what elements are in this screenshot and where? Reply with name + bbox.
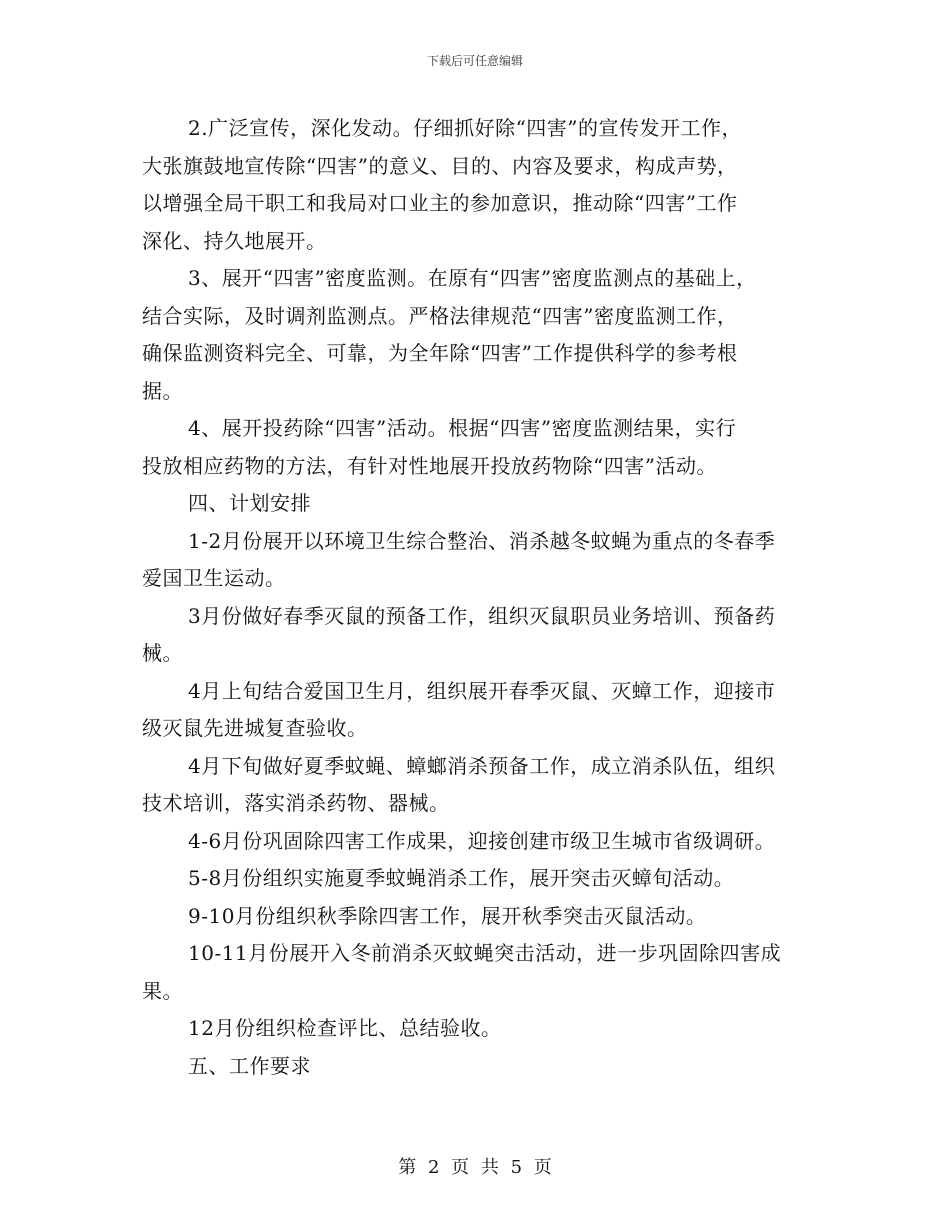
text-line: 投放相应药物的方法，有针对性地展开投放药物除“四害”活动。 bbox=[142, 453, 717, 478]
text-line: 级灭鼠先进城复查验收。 bbox=[142, 716, 368, 740]
text-line: 1-2月份展开以环境卫生综合整治、消杀越冬蚊蝇为重点的冬春季 bbox=[188, 528, 776, 553]
text-line: 3月份做好春季灭鼠的预备工作，组织灭鼠职员业务培训、预备药 bbox=[188, 603, 776, 628]
text-line: 4月上旬结合爱国卫生月，组织展开春季灭鼠、灭蟑工作，迎接市 bbox=[188, 678, 776, 703]
text-line: 9-10月份组织秋季除四害工作，展开秋季突击灭鼠活动。 bbox=[188, 903, 707, 928]
schedule-item-jan-feb bbox=[142, 523, 832, 598]
text-line: 结合实际，及时调剂监测点。严格法律规范“四害”密度监测工作， bbox=[142, 303, 738, 328]
text-line: 果。 bbox=[142, 978, 183, 1003]
schedule-item-dec bbox=[142, 1010, 832, 1048]
text-line: 大张旗鼓地宣传除“四害”的意义、目的、内容及要求，构成声势， bbox=[142, 153, 738, 178]
schedule-item-apr-jun bbox=[142, 823, 832, 861]
schedule-item-apr-late bbox=[142, 748, 832, 823]
text-line: 4-6月份巩固除四害工作成果，迎接创建市级卫生城市省级调研。 bbox=[188, 828, 776, 853]
paragraph-publicity bbox=[142, 110, 832, 260]
paragraph-monitoring bbox=[142, 260, 832, 410]
schedule-item-mar bbox=[142, 598, 832, 673]
text-line: 械。 bbox=[142, 641, 183, 665]
schedule-item-apr-early bbox=[142, 673, 832, 748]
page-header: 下载后可任意编辑 bbox=[426, 54, 523, 68]
text-line: 2.广泛宣传，深化发动。仔细抓好除“四害”的宣传发开工作， bbox=[188, 116, 743, 140]
text-line: 以增强全局干职工和我局对口业主的参加意识，推动除“四害”工作 bbox=[142, 191, 738, 215]
text-line: 10-11月份展开入冬前消杀灭蚊蝇突击活动，进一步巩固除四害成 bbox=[188, 941, 782, 965]
text-line: 深化、持久地展开。 bbox=[142, 228, 327, 253]
heading-text: 四、计划安排 bbox=[188, 491, 311, 515]
schedule-item-sep-oct bbox=[142, 898, 832, 936]
document-body bbox=[142, 110, 832, 1085]
heading-text: 五、工作要求 bbox=[188, 1053, 311, 1078]
text-line: 技术培训，落实消杀药物、器械。 bbox=[142, 791, 450, 815]
page-footer: 第 2 页 共 5 页 bbox=[398, 1157, 552, 1178]
text-line: 爱国卫生运动。 bbox=[142, 566, 286, 590]
text-line: 4月下旬做好夏季蚊蝇、蟑螂消杀预备工作，成立消杀队伍，组织 bbox=[188, 753, 776, 778]
text-line: 12月份组织检查评比、总结验收。 bbox=[188, 1016, 502, 1040]
text-line: 据。 bbox=[142, 378, 183, 403]
text-line: 4、展开投药除“四害”活动。根据“四害”密度监测结果，实行 bbox=[188, 416, 737, 440]
text-line: 3、展开“四害”密度监测。在原有“四害”密度监测点的基础上， bbox=[188, 266, 757, 290]
schedule-item-oct-nov bbox=[142, 935, 832, 1010]
paragraph-pesticide bbox=[142, 410, 832, 485]
section-heading-schedule bbox=[142, 485, 832, 523]
section-heading-requirements bbox=[142, 1048, 832, 1086]
text-line: 5-8月份组织实施夏季蚊蝇消杀工作，展开突击灭蟑旬活动。 bbox=[188, 866, 735, 890]
text-line: 确保监测资料完全、可靠，为全年除“四害”工作提供科学的参考根 bbox=[142, 341, 738, 365]
schedule-item-may-aug bbox=[142, 860, 832, 898]
